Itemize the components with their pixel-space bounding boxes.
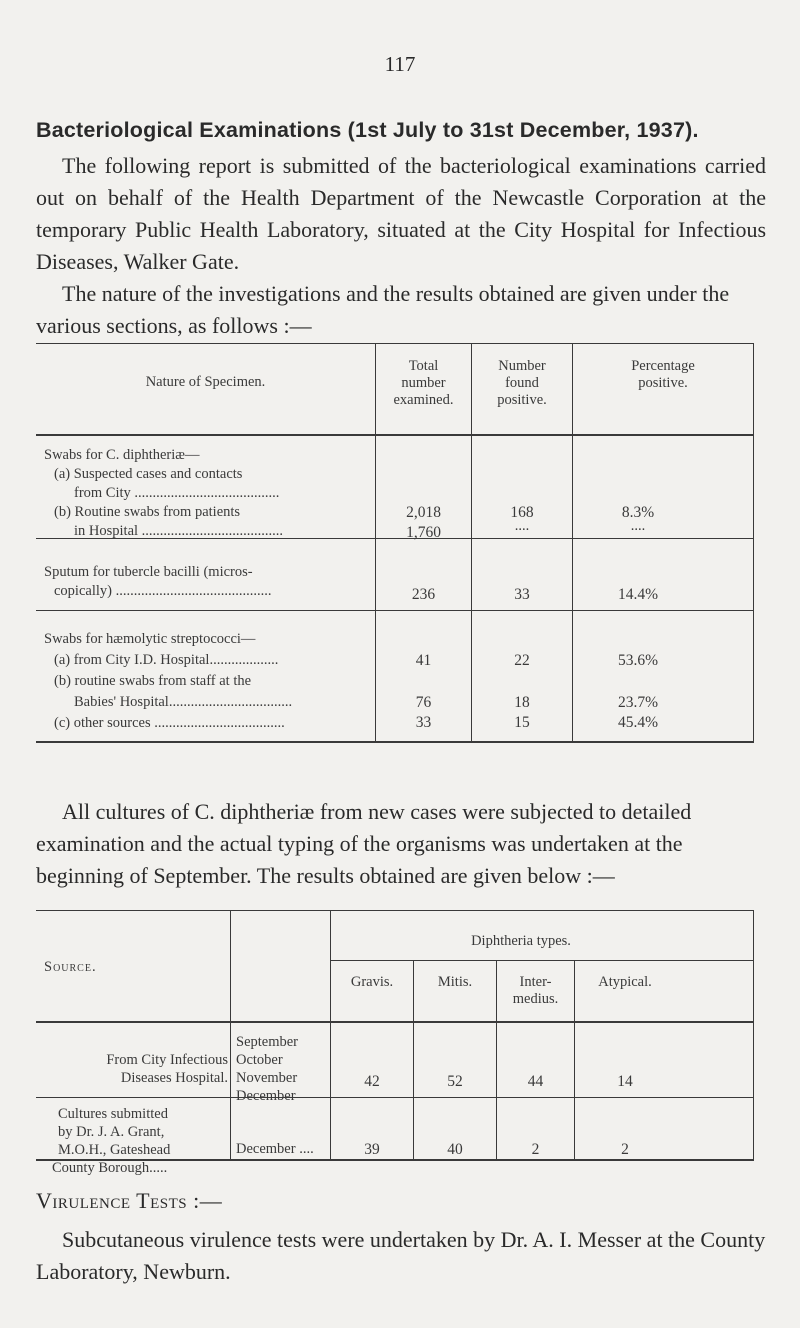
babies-total: 76 [415,694,432,711]
gateshead-source-line-4: County Borough..... [52,1160,168,1176]
header-total-line-3: examined. [393,392,454,408]
sputum-title-cont: copically) ........................................... [54,583,272,599]
header-total-line-1: Total [408,358,439,374]
babies-hospital-label: (b) routine swabs from staff at the [54,673,252,689]
intro-paragraph-1: The following report is submitted of the bacteriological examinations carried out on behalf of the Health Department of the Newcastle Corporation at the temporary Public Health Laboratory, situated at the City Hospital for Infectious Diseases, Walker Gate. [36,153,766,274]
header-positive-line-2: found [505,375,539,391]
suspected-positive: 168 [510,504,534,521]
header-intermedius [497,974,574,1008]
header-percent-line-2: positive. [638,375,688,391]
header-mitis: Mitis. [437,974,473,990]
table2-subheader-rule [330,960,754,961]
other-sources-label: (c) other sources .................................... [54,715,285,731]
table2-header-rule [36,1021,754,1023]
other-positive: 15 [514,714,530,731]
header-specimen: Nature of Specimen. [145,374,266,390]
city-id-hospital-label: (a) from City I.D. Hospital................... [54,652,279,668]
month-october: October [236,1052,283,1068]
gateshead-source-line-2: by Dr. J. A. Grant, [58,1124,165,1140]
city-id-total: 41 [415,652,432,669]
header-source: Source. [44,959,97,975]
header-diphtheria-types: Diphtheria types. [471,933,571,949]
sputum-title: Sputum for tubercle bacilli (micros- [44,564,253,580]
table2-right-rule [753,910,754,1159]
month-december: December [236,1088,296,1104]
babies-percent: 23.7% [617,694,659,711]
suspected-cases-label: (a) Suspected cases and contacts [54,466,243,482]
virulence-text [36,1224,766,1288]
page-heading: Bacteriological Examinations (1st July to 31st December, 1937). [36,118,699,142]
streptococci-title: Swabs for hæmolytic streptococci— [44,631,256,647]
virulence-paragraph: Subcutaneous virulence tests were undertaken by Dr. A. I. Messer at the County Laboratory, Newburn. [36,1227,766,1284]
city-id-percent: 53.6% [617,652,659,669]
gateshead-atypical: 2 [621,1141,629,1158]
city-hospital-mitis: 52 [447,1073,463,1090]
month-september: September [236,1034,299,1050]
month-november: November [236,1070,298,1086]
babies-hospital-label-cont: Babies' Hospital.................................. [74,694,293,710]
city-hospital-months [236,1033,331,1105]
babies-positive: 18 [514,694,530,711]
virulence-heading: Virulence Tests :— [36,1188,223,1213]
routine-percent: .... [630,518,646,534]
city-hospital-atypical: 14 [617,1073,633,1090]
gateshead-source [52,1105,228,1177]
middle-paragraph: All cultures of C. diphtheriæ from new cases were subjected to detailed examination and the actual typing of the organisms was undertaken at the beginning of September. The results obtained are given below :— [36,799,692,888]
sputum-percent: 14.4% [617,586,659,603]
header-positive-line-1: Number [498,358,546,374]
city-id-positive: 22 [514,652,530,669]
diphtheria-swabs-title: Swabs for C. diphtheriæ— [44,447,200,463]
other-percent: 45.4% [617,714,659,731]
header-intermedius-line-2: medius. [512,991,559,1007]
header-positive-line-3: positive. [497,392,547,408]
table2-col-rule-1 [230,910,231,1159]
gateshead-source-line-3: M.O.H., Gateshead [58,1142,171,1158]
suspected-percent: 8.3% [621,504,655,521]
header-intermedius-line-1: Inter- [519,974,552,990]
city-hospital-intermedius: 44 [527,1073,544,1090]
header-atypical: Atypical. [598,974,652,990]
suspected-cases-label-cont: from City ........................................ [74,485,280,501]
header-total-line-2: number [401,375,446,391]
header-gravis: Gravis. [350,974,394,990]
page-number: 117 [384,52,416,76]
city-hospital-gravis: 42 [364,1073,380,1090]
routine-positive: .... [514,518,530,534]
intro-paragraph-2: The nature of the investigations and the results obtained are given under the various sections, as follows :— [36,281,730,338]
city-hospital-source-line-2: Diseases Hospital. [120,1070,228,1086]
sputum-total: 236 [411,586,436,603]
other-total: 33 [415,714,432,731]
suspected-total: 2,018 [406,504,441,521]
sputum-positive: 33 [514,586,530,603]
gateshead-months: December .... [236,1141,314,1157]
gateshead-source-line-1: Cultures submitted [58,1106,168,1122]
city-hospital-source-line-1: From City Infectious [106,1052,228,1068]
routine-swabs-label: (b) Routine swabs from patients [54,504,241,520]
city-hospital-source [36,1051,228,1087]
routine-swabs-label-cont: in Hospital ....................................... [74,523,284,539]
header-percent-line-1: Percentage [631,358,695,374]
table2-row-rule [36,1097,754,1098]
gateshead-intermedius: 2 [531,1141,540,1158]
gateshead-mitis: 40 [447,1141,463,1158]
table2-top-rule [36,910,754,911]
routine-total: 1,760 [406,524,441,541]
gateshead-gravis: 39 [364,1141,380,1158]
